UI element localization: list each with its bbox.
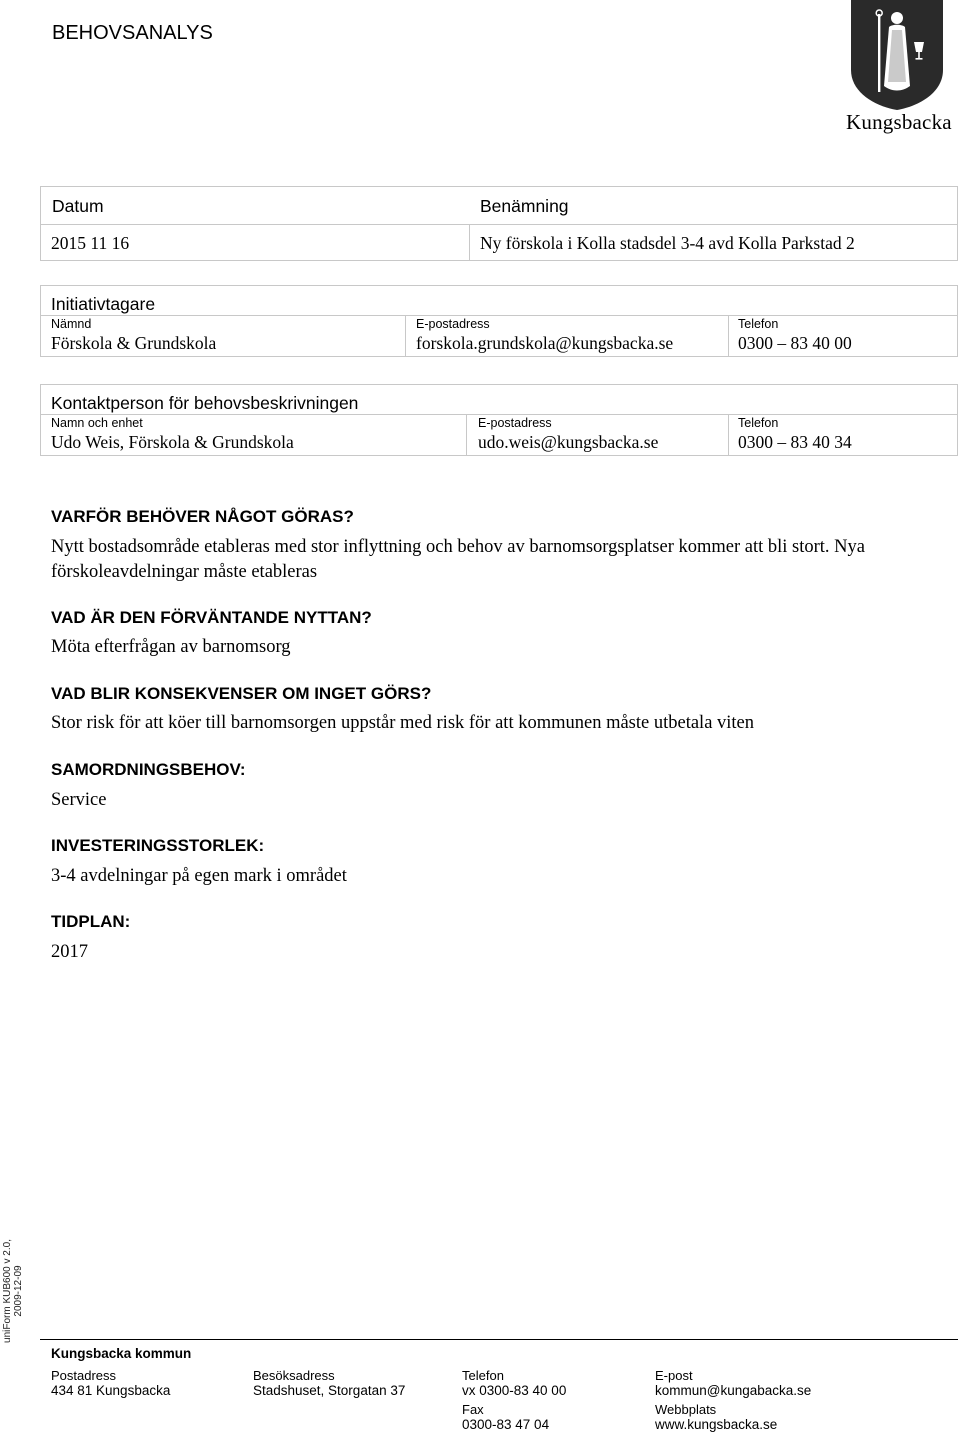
footer-webb-value[interactable]: www.kungsbacka.se (655, 1417, 778, 1432)
section-heading-nyttan: VAD ÄR DEN FÖRVÄNTANDE NYTTAN? (51, 608, 372, 627)
footer-telefon-value: vx 0300-83 40 00 (462, 1383, 567, 1398)
section-heading-investering: INVESTERINGSSTORLEK: (51, 836, 265, 855)
divider (405, 315, 406, 357)
footer-fax-value: 0300-83 47 04 (462, 1417, 550, 1432)
footer-org: Kungsbacka kommun (51, 1346, 192, 1361)
section-heading-samordning: SAMORDNINGSBEHOV: (51, 760, 246, 779)
section-body-tidplan: 2017 (51, 942, 88, 962)
footer-epost-label: E-post (655, 1368, 693, 1383)
initiativ-phone-value: 0300 – 83 40 00 (738, 333, 852, 353)
kontaktperson-heading: Kontaktperson för behovsbeskrivningen (51, 393, 359, 413)
section-heading-tidplan: TIDPLAN: (51, 912, 131, 931)
section-body-samordning: Service (51, 790, 107, 810)
document-title: BEHOVSANALYS (52, 22, 213, 44)
section-heading-varfor: VARFÖR BEHÖVER NÅGOT GÖRAS? (51, 507, 354, 526)
datum-value: 2015 11 16 (51, 233, 130, 253)
namnd-value: Förskola & Grundskola (51, 333, 217, 353)
footer-postadress-value: 434 81 Kungsbacka (51, 1383, 171, 1398)
benamning-label: Benämning (480, 196, 569, 216)
section-heading-konsekvenser: VAD BLIR KONSEKVENSER OM INGET GÖRS? (51, 684, 432, 703)
divider (40, 414, 958, 415)
section-body-konsekvenser: Stor risk för att köer till barnomsorgen uppstår med risk för att kommunen måste utbetala viten (51, 713, 755, 733)
footer-webb-label: Webbplats (655, 1402, 717, 1417)
kontakt-name-value: Udo Weis, Förskola & Grundskola (51, 432, 294, 452)
footer-besoksadress-value: Stadshuset, Storgatan 37 (253, 1383, 406, 1398)
section-body-nyttan: Möta efterfrågan av barnomsorg (51, 637, 291, 657)
logo-wordmark: Kungsbacka (846, 110, 952, 134)
initiativtagare-heading: Initiativtagare (51, 294, 156, 314)
footer-epost-value[interactable]: kommun@kungabacka.se (655, 1383, 812, 1398)
section-body-investering: 3-4 avdelningar på egen mark i området (51, 866, 347, 886)
form-version-label: uniForm KUB600 v 2.0, 2009-12-09 (2, 1239, 24, 1343)
benamning-value: Ny förskola i Kolla stadsdel 3-4 avd Kolla Parkstad 2 (480, 233, 855, 253)
footer-telefon-label: Telefon (462, 1368, 504, 1383)
divider (40, 315, 958, 316)
namnd-label: Nämnd (51, 317, 92, 331)
initiativ-email-label: E-postadress (416, 317, 490, 331)
divider (728, 414, 729, 456)
kontakt-phone-label: Telefon (738, 416, 779, 430)
footer-fax-label: Fax (462, 1402, 484, 1417)
divider (469, 224, 470, 261)
divider (728, 315, 729, 357)
kontakt-email-value: udo.weis@kungsbacka.se (478, 432, 659, 452)
footer-postadress-label: Postadress (51, 1368, 117, 1383)
divider (40, 224, 958, 225)
section-body-varfor: Nytt bostadsområde etableras med stor inflyttning och behov av barnomsorgsplatser kommer att bli stort. Nya förskoleavdelningar måste etableras (51, 537, 865, 582)
kontakt-phone-value: 0300 – 83 40 34 (738, 432, 852, 452)
kontakt-email-label: E-postadress (478, 416, 552, 430)
initiativ-phone-label: Telefon (738, 317, 779, 331)
footer-divider (40, 1339, 958, 1340)
datum-label: Datum (52, 196, 104, 216)
initiativ-email-value: forskola.grundskola@kungsbacka.se (416, 333, 674, 353)
divider (466, 414, 467, 456)
kontakt-name-label: Namn och enhet (51, 416, 143, 430)
footer-besoksadress-label: Besöksadress (253, 1368, 335, 1383)
